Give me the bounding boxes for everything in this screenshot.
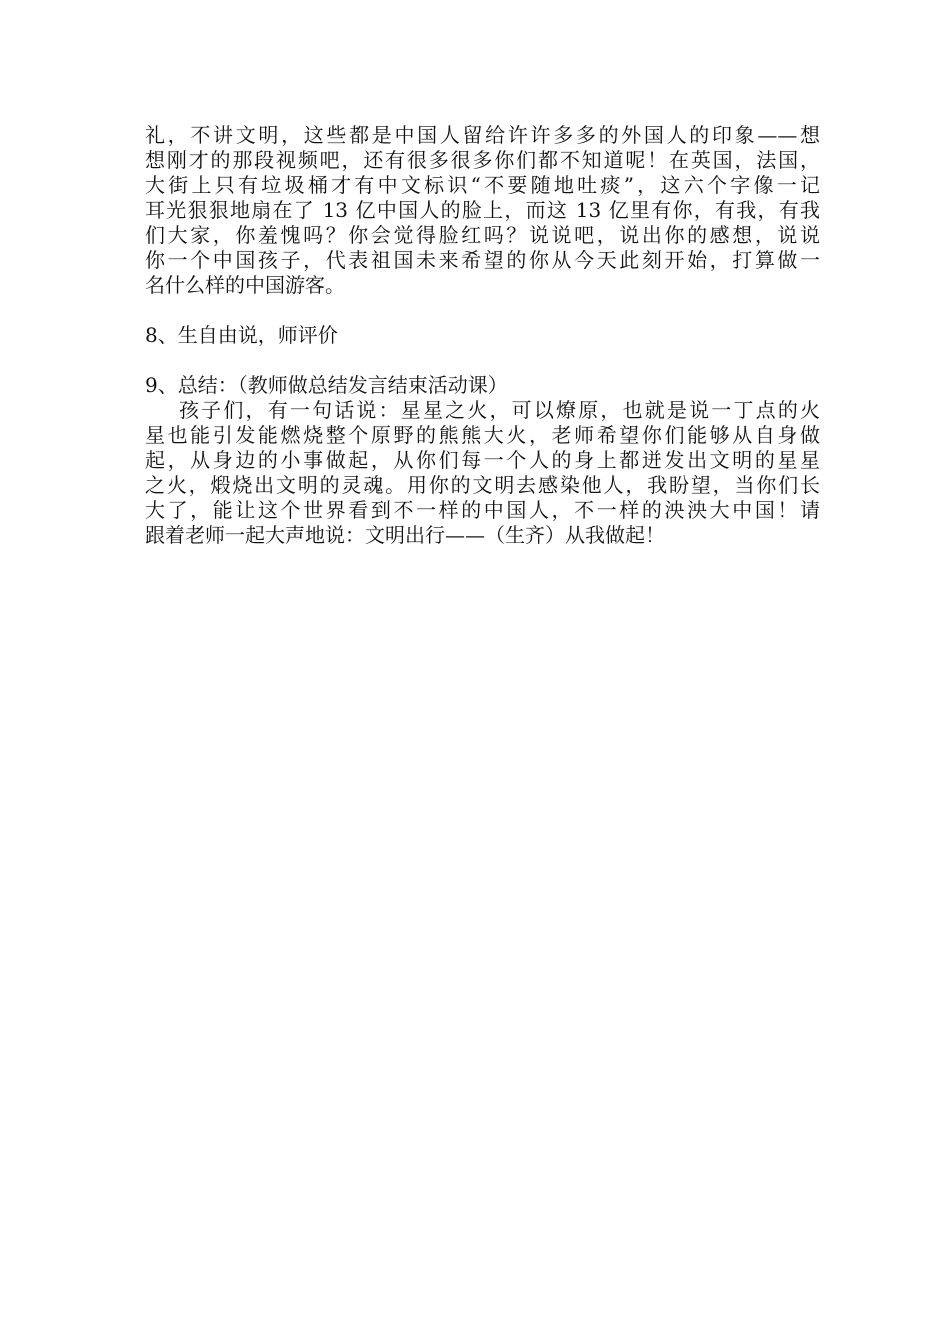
- summary-line: 起，从身边的小事做起，从你们每一个人的身上都迸发出文明的星星: [145, 448, 820, 472]
- summary-line: 星也能引发能燃烧整个原野的熊熊大火，老师希望你们能够从自身做: [145, 423, 820, 447]
- paragraph-line: 们大家，你羞愧吗？你会觉得脸红吗？说说吧，说出你的感想，说说: [145, 223, 820, 247]
- summary-line: 跟着老师一起大声地说：文明出行——（生齐）从我做起！: [145, 523, 665, 547]
- paragraph-line: 耳光狠狠地扇在了 13 亿中国人的脸上，而这 13 亿里有你，有我，有我: [145, 198, 820, 222]
- summary-line: 大了，能让这个世界看到不一样的中国人，不一样的泱泱大中国！请: [145, 498, 820, 522]
- item-8-section: [145, 323, 820, 348]
- item-8-text: 8、生自由说，师评价: [145, 323, 338, 347]
- paragraph-civilization: [145, 123, 820, 298]
- summary-line: 孩子们，有一句话说：星星之火，可以燎原，也就是说一丁点的火: [179, 398, 820, 422]
- item-9-heading: 9、总结：（教师做总结发言结束活动课）: [145, 373, 508, 397]
- paragraph-line: 你一个中国孩子，代表祖国未来希望的你从今天此刻开始，打算做一: [145, 248, 820, 272]
- paragraph-line: 礼，不讲文明，这些都是中国人留给许许多多的外国人的印象——想: [145, 123, 820, 147]
- paragraph-line: 大街上只有垃圾桶才有中文标识“不要随地吐痰”，这六个字像一记: [145, 173, 820, 197]
- paragraph-line: 名什么样的中国游客。: [145, 273, 345, 297]
- paragraph-line: 想刚才的那段视频吧，还有很多很多你们都不知道呢！在英国，法国，: [145, 148, 820, 172]
- summary-line: 之火，煅烧出文明的灵魂。用你的文明去感染他人，我盼望，当你们长: [145, 473, 820, 497]
- item-9-section: [145, 373, 820, 548]
